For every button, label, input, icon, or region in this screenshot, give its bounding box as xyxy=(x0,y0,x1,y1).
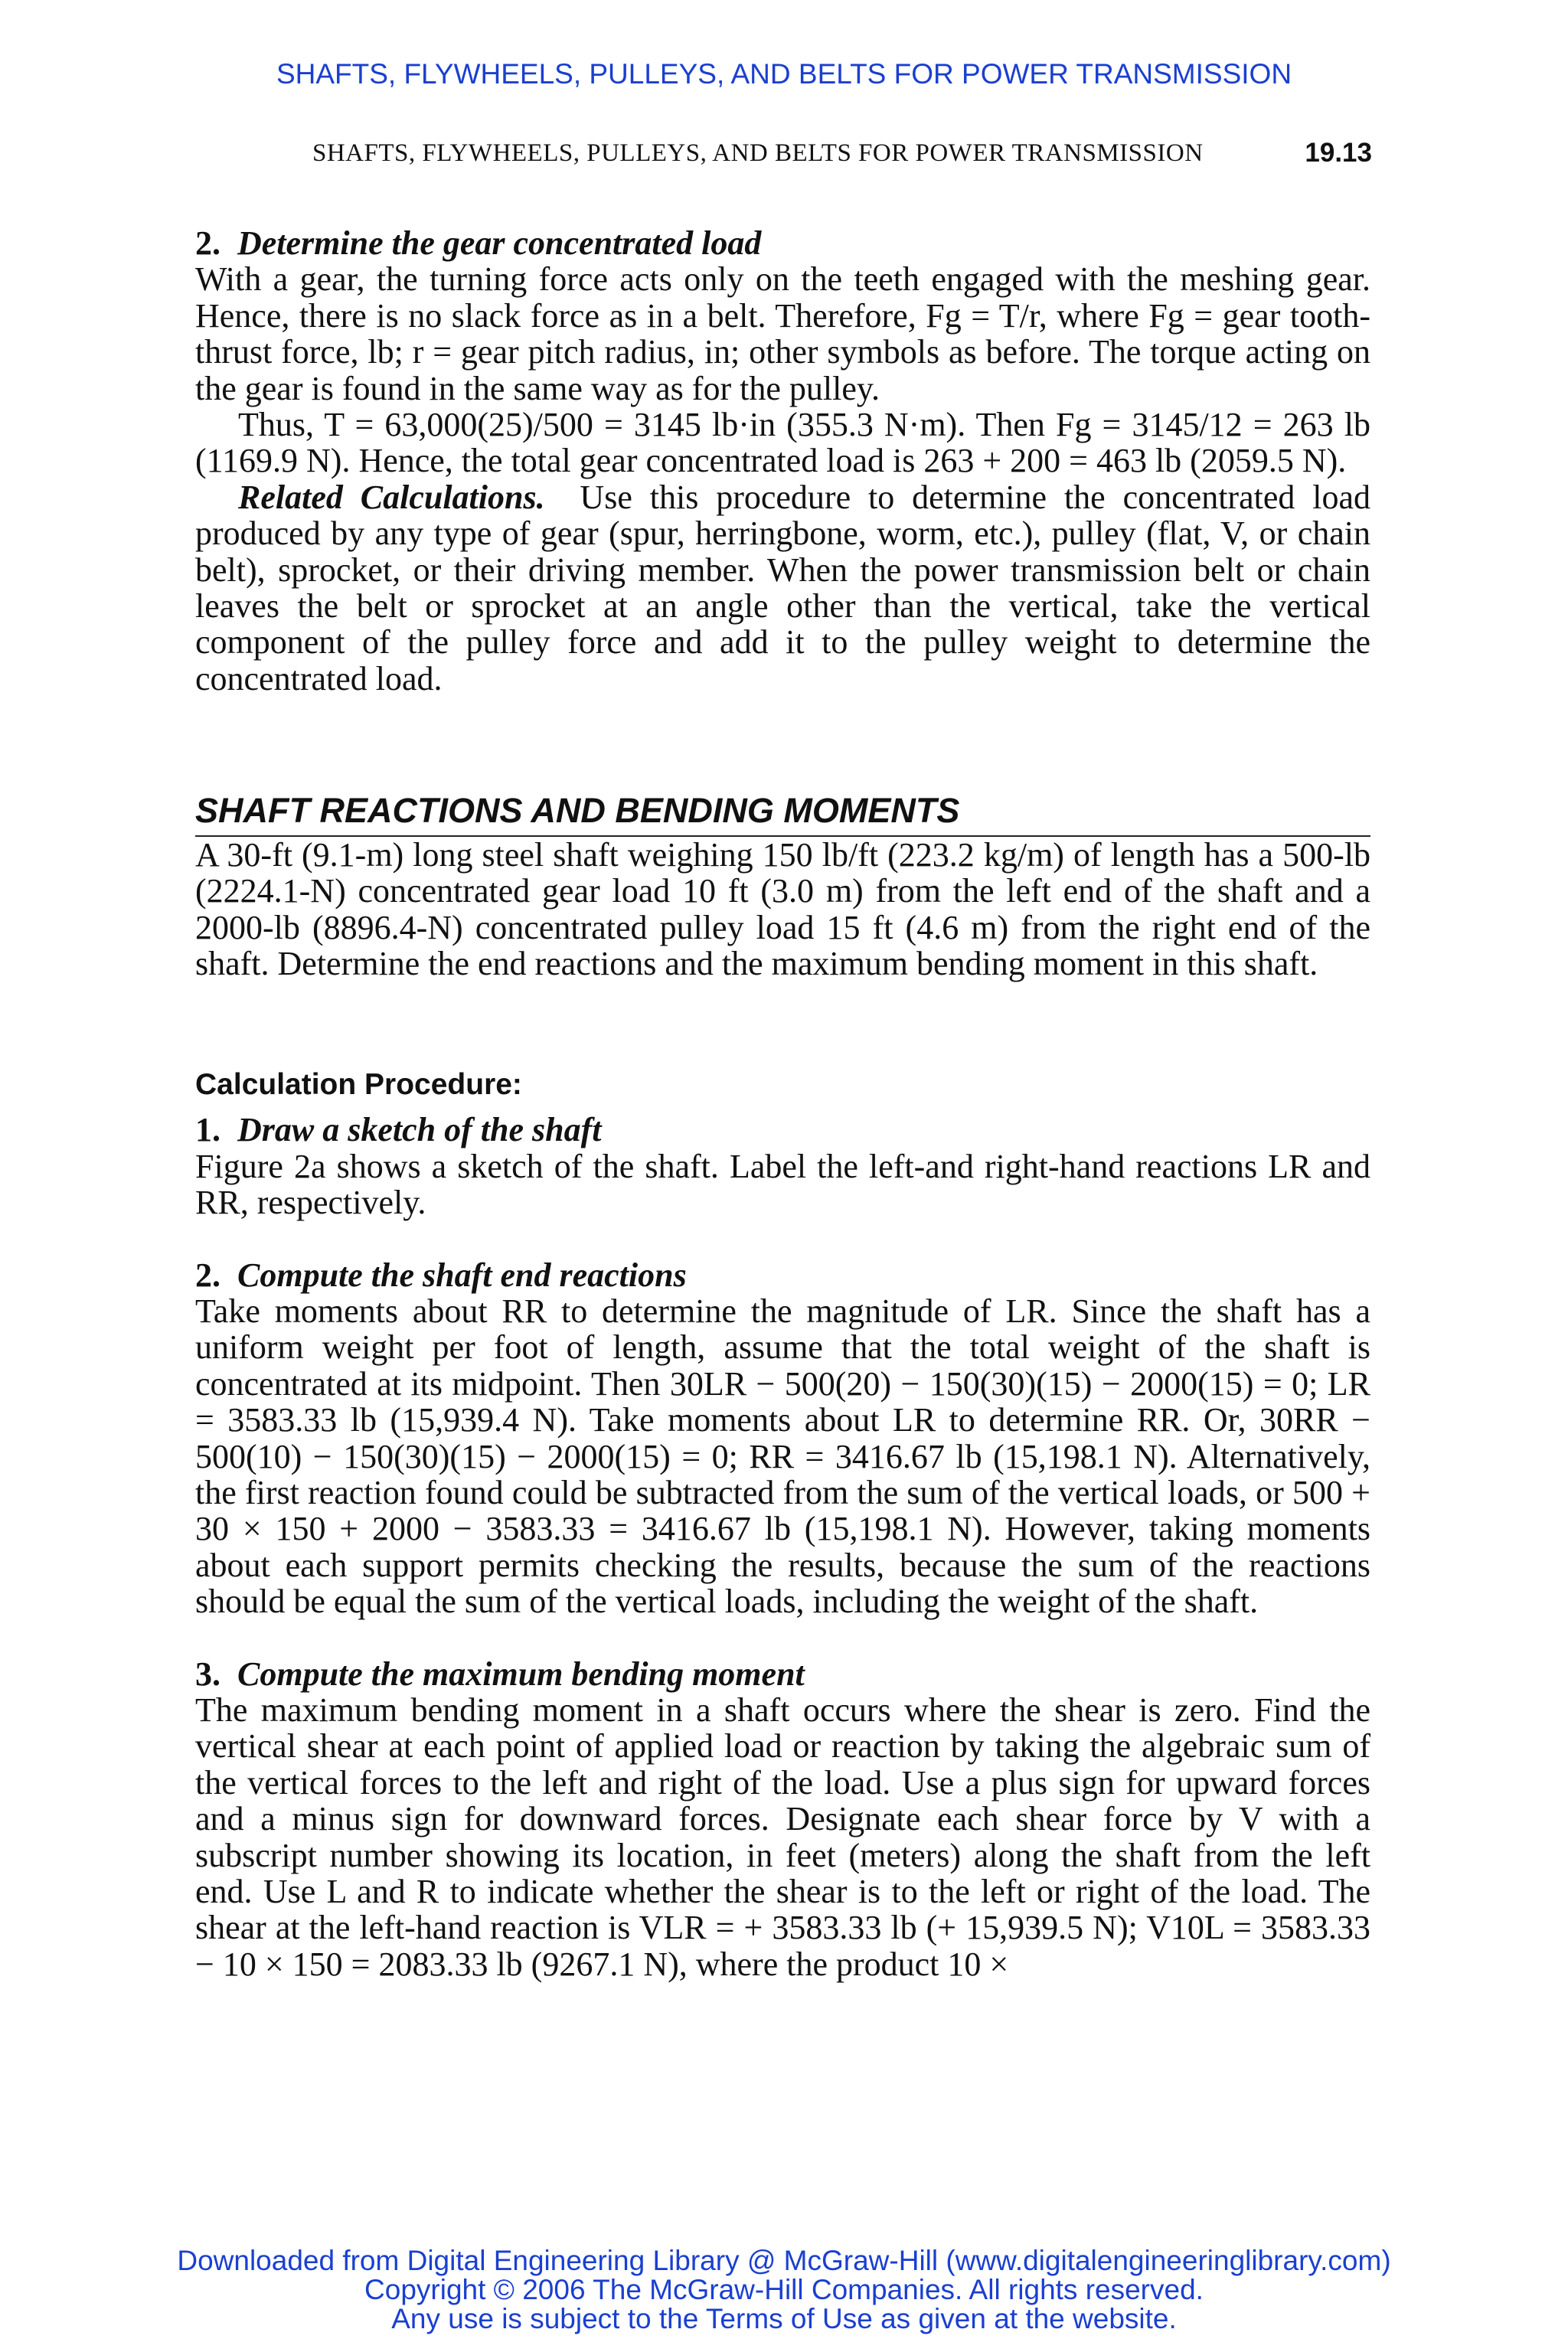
top-chapter-link[interactable]: SHAFTS, FLYWHEELS, PULLEYS, AND BELTS FOR POWER TRANSMISSION xyxy=(276,58,1292,90)
running-head: SHAFTS, FLYWHEELS, PULLEYS, AND BELTS FOR POWER TRANSMISSION xyxy=(312,139,1204,167)
paragraph: Figure 2a shows a sketch of the shaft. Label the left-and right-hand reactions LR and RR, respectively. xyxy=(195,1147,1370,1222)
step-heading xyxy=(195,1656,1370,1692)
problem-statement: A 30-ft (9.1-m) long steel shaft weighing 150 lb/ft (223.2 kg/m) of length has a 500-lb (2224.1-N) concentrated gear load 10 ft (3.0 m) from the left end of the shaft and a 2000-lb (8896.4-N) concentrated pulley load 15 ft (4.6 m) from the right end of the shaft. Determine the end reactions and the maximum bending moment in this shaft. xyxy=(195,835,1370,982)
section-title: SHAFT REACTIONS AND BENDING MOMENTS xyxy=(195,792,1370,836)
calculation-procedure-heading: Calculation Procedure: xyxy=(195,1068,522,1102)
paragraph: With a gear, the turning force acts only on the teeth engaged with the meshing gear. Hence, there is no slack force as in a belt. Therefore, Fg = T/r, where Fg = gear tooth-thrust force, lb; r = gear pitch radius, in; other symbols as before. The torque acting on the gear is found in the same way as for the pulley. xyxy=(195,260,1370,407)
related-label: Related Calculations. xyxy=(238,478,545,516)
paragraph: The maximum bending moment in a shaft occurs where the shear is zero. Find the vertical shear at each point of applied load or reaction by taking the algebraic sum of the vertical forces to the left and right of the load. Use a plus sign for upward forces and a minus sign for downward forces. Designate each shear force by V with a subscript number showing its location, in feet (meters) along the shaft from the left end. Use L and R to indicate whether the shear is to the left or right of the load. The shear at the left-hand reaction is VLR = + 3583.33 lb (+ 15,939.5 N); V10L = 3583.33 − 10 × 150 = 2083.33 lb (9267.1 N), where the product 10 × xyxy=(195,1691,1370,1983)
footer-copyright: Copyright © 2006 The McGraw-Hill Companies. All rights reserved. xyxy=(364,2274,1204,2305)
page-number: 19.13 xyxy=(1305,138,1372,168)
spacer xyxy=(195,1221,1370,1257)
paragraph: Thus, T = 63,000(25)/500 = 3145 lb·in (355.3 N·m). Then Fg = 3145/12 = 263 lb (1169.9 N). Hence, the total gear concentrated load is 263 + 200 = 463 lb (2059.5 N). xyxy=(195,406,1370,480)
step-heading xyxy=(195,1257,1370,1293)
step-title: Compute the maximum bending moment xyxy=(237,1655,805,1693)
step-title: Draw a sketch of the shaft xyxy=(237,1111,602,1149)
footer xyxy=(0,2246,1568,2334)
footer-terms-link[interactable]: Any use is subject to the Terms of Use as given at the website. xyxy=(391,2303,1177,2334)
body-text xyxy=(195,225,1370,1982)
spacer xyxy=(195,1620,1370,1656)
step-number: 1. xyxy=(195,1111,220,1149)
related-text: Use this procedure to determine the concentrated load produced by any type of gear (spur, herringbone, worm, etc.), pulley (flat, V, or chain belt), sprocket, or their driving member. When the power transmission belt or chain leaves the belt or sprocket at an angle other than the vertical, take the vertical component of the pulley force and add it to the pulley weight to determine the concentrated load. xyxy=(195,478,1371,697)
step-number: 3. xyxy=(195,1655,220,1693)
footer-download-link[interactable]: Downloaded from Digital Engineering Library @ McGraw-Hill (www.digitalengineeringlibrary.com) xyxy=(177,2245,1391,2276)
step-number: 2. xyxy=(195,224,220,262)
step-heading xyxy=(195,225,1370,261)
step-title: Compute the shaft end reactions xyxy=(237,1256,687,1294)
paragraph: Take moments about RR to determine the magnitude of LR. Since the shaft has a uniform weight per foot of length, assume that the total weight of the shaft is concentrated at its midpoint. Then 30LR − 500(20) − 150(30)(15) − 2000(15) = 0; LR = 3583.33 lb (15,939.4 N). Take moments about LR to determine RR. Or, 30RR − 500(10) − 150(30)(15) − 2000(15) = 0; RR = 3416.67 lb (15,198.1 N). Alternatively, the first reaction found could be subtracted from the sum of the vertical loads, or 500 + 30 × 150 + 2000 − 3583.33 = 3416.67 lb (15,198.1 N). However, taking moments about each support permits checking the results, because the sum of the reactions should be equal the sum of the vertical loads, including the weight of the shaft. xyxy=(195,1292,1370,1621)
step-number: 2. xyxy=(195,1256,220,1294)
related-calculations xyxy=(195,479,1370,697)
step-title: Determine the gear concentrated load xyxy=(237,224,762,262)
step-heading xyxy=(195,1112,1370,1148)
